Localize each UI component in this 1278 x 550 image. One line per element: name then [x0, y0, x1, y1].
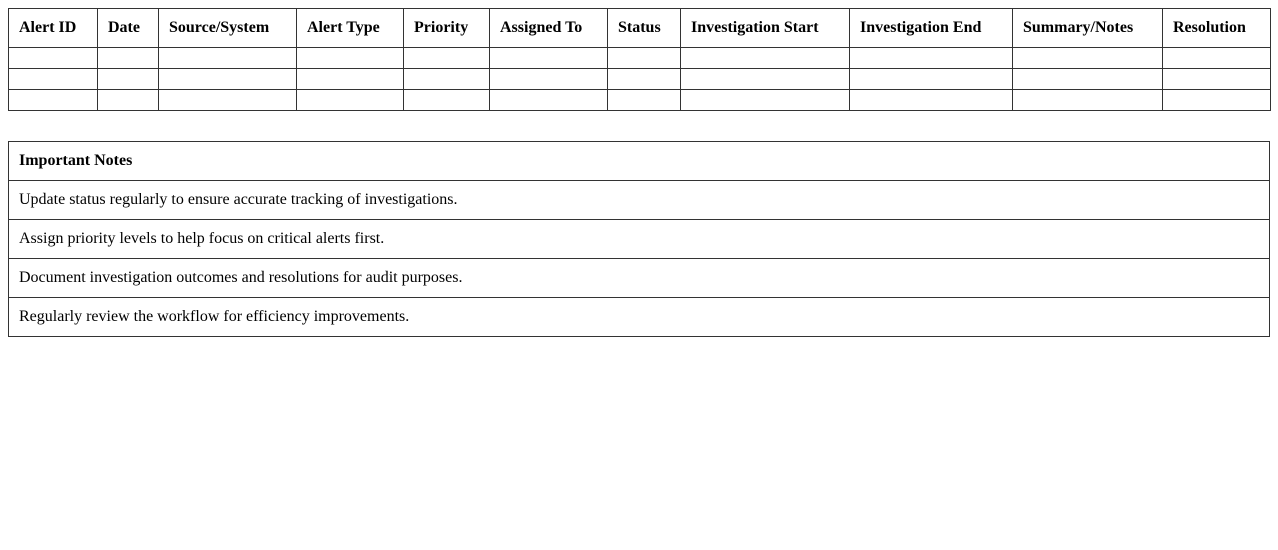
table-row	[9, 69, 1271, 90]
table-cell[interactable]	[9, 69, 98, 90]
table-cell[interactable]	[297, 69, 404, 90]
list-item	[9, 298, 1270, 337]
list-item	[9, 220, 1270, 259]
column-header-date: Date	[98, 9, 159, 48]
table-cell[interactable]	[1163, 90, 1271, 111]
table-row	[9, 90, 1271, 111]
column-header-assigned-to: Assigned To	[490, 9, 608, 48]
table-header-row	[9, 9, 1271, 48]
table-cell[interactable]	[608, 69, 681, 90]
table-cell[interactable]	[297, 48, 404, 69]
table-cell[interactable]	[490, 48, 608, 69]
column-header-investigation-start: Investigation Start	[681, 9, 850, 48]
table-cell[interactable]	[681, 48, 850, 69]
table-row	[9, 48, 1271, 69]
table-cell[interactable]	[608, 48, 681, 69]
alert-tracking-table	[8, 8, 1271, 111]
table-cell[interactable]	[850, 48, 1013, 69]
notes-title: Important Notes	[9, 142, 1270, 181]
page-content	[8, 8, 1270, 337]
table-cell[interactable]	[159, 90, 297, 111]
table-cell[interactable]	[1163, 48, 1271, 69]
column-header-source-system: Source/System	[159, 9, 297, 48]
table-cell[interactable]	[490, 69, 608, 90]
table-cell[interactable]	[490, 90, 608, 111]
table-cell[interactable]	[1163, 69, 1271, 90]
table-cell[interactable]	[1013, 48, 1163, 69]
table-cell[interactable]	[681, 90, 850, 111]
column-header-resolution: Resolution	[1163, 9, 1271, 48]
list-item	[9, 181, 1270, 220]
important-notes-table	[8, 141, 1270, 337]
note-text: Assign priority levels to help focus on critical alerts first.	[9, 220, 1270, 259]
column-header-alert-type: Alert Type	[297, 9, 404, 48]
table-cell[interactable]	[1013, 90, 1163, 111]
column-header-status: Status	[608, 9, 681, 48]
table-cell[interactable]	[850, 69, 1013, 90]
table-cell[interactable]	[1013, 69, 1163, 90]
table-cell[interactable]	[98, 90, 159, 111]
note-text: Regularly review the workflow for efficiency improvements.	[9, 298, 1270, 337]
table-cell[interactable]	[404, 69, 490, 90]
notes-header-row	[9, 142, 1270, 181]
note-text: Update status regularly to ensure accurate tracking of investigations.	[9, 181, 1270, 220]
table-cell[interactable]	[608, 90, 681, 111]
table-cell[interactable]	[404, 90, 490, 111]
table-cell[interactable]	[159, 48, 297, 69]
table-cell[interactable]	[98, 48, 159, 69]
column-header-alert-id: Alert ID	[9, 9, 98, 48]
table-cell[interactable]	[159, 69, 297, 90]
table-cell[interactable]	[9, 48, 98, 69]
table-cell[interactable]	[681, 69, 850, 90]
column-header-investigation-end: Investigation End	[850, 9, 1013, 48]
table-cell[interactable]	[404, 48, 490, 69]
table-cell[interactable]	[850, 90, 1013, 111]
note-text: Document investigation outcomes and resolutions for audit purposes.	[9, 259, 1270, 298]
table-cell[interactable]	[98, 69, 159, 90]
column-header-summary-notes: Summary/Notes	[1013, 9, 1163, 48]
list-item	[9, 259, 1270, 298]
table-cell[interactable]	[297, 90, 404, 111]
table-cell[interactable]	[9, 90, 98, 111]
column-header-priority: Priority	[404, 9, 490, 48]
